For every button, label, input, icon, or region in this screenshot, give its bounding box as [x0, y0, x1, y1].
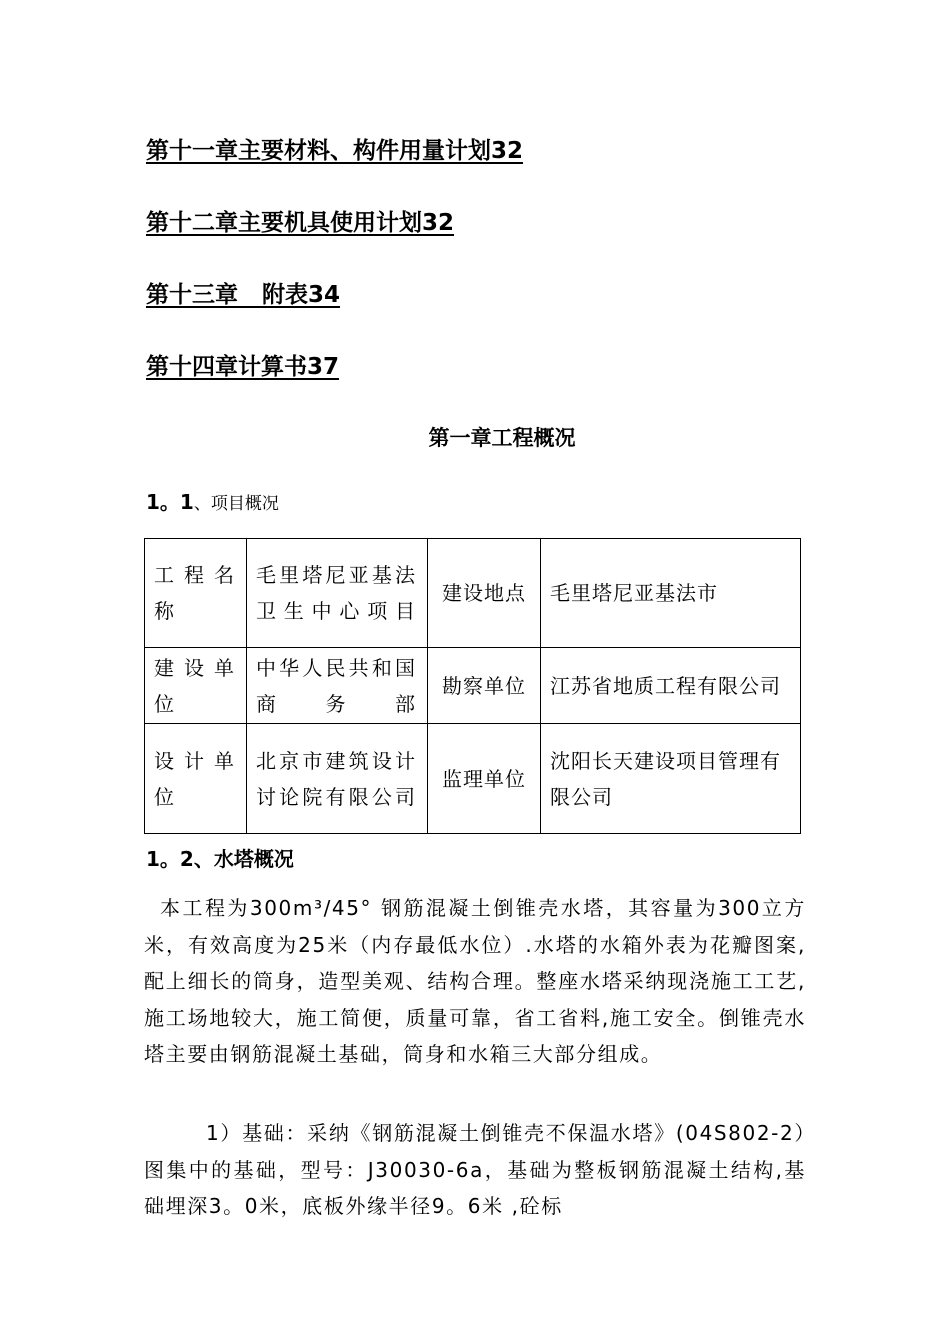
- table-cell: 勘察单位: [428, 648, 541, 724]
- section-heading-1-1: [146, 488, 279, 518]
- table-row: [145, 539, 801, 648]
- table-cell: 毛里塔尼亚基法市: [541, 539, 801, 648]
- foundation-paragraph: 1）基础：采纳《钢筋混凝土倒锥壳不保温水塔》(04S802-2）图集中的基础，型号：J30030-6a，基础为整板钢筋混凝土结构,基础埋深3。0米，底板外缘半径9。6米 ,砼标: [144, 1121, 806, 1218]
- toc-item-chapter-13[interactable]: 第十三章 附表34: [146, 282, 341, 308]
- toc-item-chapter-14[interactable]: 第十四章计算书37: [146, 354, 340, 380]
- table-cell: 江苏省地质工程有限公司: [541, 648, 801, 724]
- toc-item-chapter-12[interactable]: 第十二章主要机具使用计划32: [146, 210, 455, 236]
- table-cell: 毛里塔尼亚基法卫生中心项目: [247, 539, 428, 648]
- section-number: 1。1: [146, 490, 194, 514]
- section-heading-1-2: [146, 845, 294, 873]
- table-row: [145, 648, 801, 724]
- table-cell: 中华人民共和国商务部: [247, 648, 428, 724]
- chapter-title: 第一章工程概况: [428, 426, 576, 450]
- section-title: 、项目概况: [193, 494, 279, 514]
- section-number: 1。2: [146, 847, 194, 871]
- toc-item-chapter-11[interactable]: 第十一章主要材料、构件用量计划32: [146, 138, 524, 164]
- table-cell: 建设单位: [145, 648, 247, 724]
- table-cell: 沈阳长天建设项目管理有限公司: [541, 724, 801, 834]
- water-tower-paragraph: 本工程为300m³/45° 钢筋混凝土倒锥壳水塔，其容量为300立方米，有效高度为25米（内存最低水位）.水塔的水箱外表为花瓣图案,配上细长的筒身，造型美观、结构合理。整座水塔采纳现浇施工工艺,施工场地较大，施工简便，质量可靠，省工省料,施工安全。倒锥壳水塔主要由钢筋混凝土基础，筒身和水箱三大部分组成。: [144, 896, 806, 1066]
- table-cell: 设计单位: [145, 724, 247, 834]
- section-title: 、水塔概况: [193, 847, 294, 871]
- project-overview-table: [144, 538, 801, 834]
- table-cell: 北京市建筑设计讨论院有限公司: [247, 724, 428, 834]
- table-row: [145, 724, 801, 834]
- table-cell: 工程名称: [145, 539, 247, 648]
- table-cell: 监理单位: [428, 724, 541, 834]
- table-cell: 建设地点: [428, 539, 541, 648]
